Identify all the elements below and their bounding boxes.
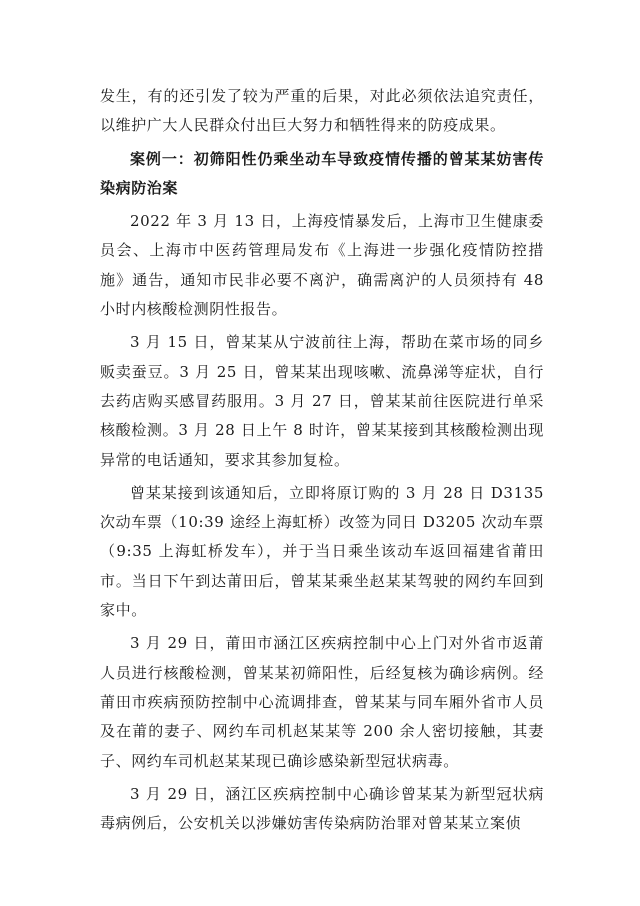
case-title: 案例一：初筛阳性仍乘坐动车导致疫情传播的曾某某妨害传染病防治案 — [100, 149, 544, 197]
paragraph-notice: 2022 年 3 月 13 日，上海疫情暴发后，上海市卫生健康委员会、上海市中医药管理局发布《上海进一步强化疫情防控措施》通告，通知市民非必要不离沪，确需离沪的人员须持有 48 小时内核酸检测阴性报告。 — [100, 212, 544, 319]
paragraph-continuation: 发生，有的还引发了较为严重的后果，对此必须依法追究责任，以维护广大人民群众付出巨大努力和牺牲得来的防疫成果。 — [100, 87, 544, 135]
paragraph-march-15: 3 月 15 日，曾某某从宁波前往上海，帮助在菜市场的同乡贩卖蚕豆。3 月 25 日，曾某某出现咳嗽、流鼻涕等症状，自行去药店购买感冒药服用。3 月 27 日，曾某某前往医院进行单采核酸检测。3 月 28 日上午 8 时许，曾某某接到其核酸检测出现异常的电话通知，要求其参加复检。 — [100, 333, 544, 469]
document-body — [100, 82, 544, 842]
paragraph-ticket-change: 曾某某接到该通知后，立即将原订购的 3 月 28 日 D3135 次动车票（10:39 途经上海虹桥）改签为同日 D3205 次动车票（9:35 上海虹桥发车），并于当日乘坐该动车返回福建省莆田市。当日下午到达莆田后，曾某某乘坐赵某某驾驶的网约车回到家中。 — [100, 483, 544, 620]
paragraph-march-29-test: 3 月 29 日，莆田市涵江区疾病控制中心上门对外省市返莆人员进行核酸检测，曾某某初筛阳性，后经复核为确诊病例。经莆田市疾病预防控制中心流调排查，曾某某与同车厢外省市人员及在莆的妻子、网约车司机赵某某等 200 余人密切接触，其妻子、网约车司机赵某某现已确诊感染新型冠状病毒。 — [100, 634, 544, 770]
paragraph-march-29-case: 3 月 29 日，涵江区疾病控制中心确诊曾某某为新型冠状病毒病例后，公安机关以涉嫌妨害传染病防治罪对曾某某立案侦 — [100, 784, 544, 833]
